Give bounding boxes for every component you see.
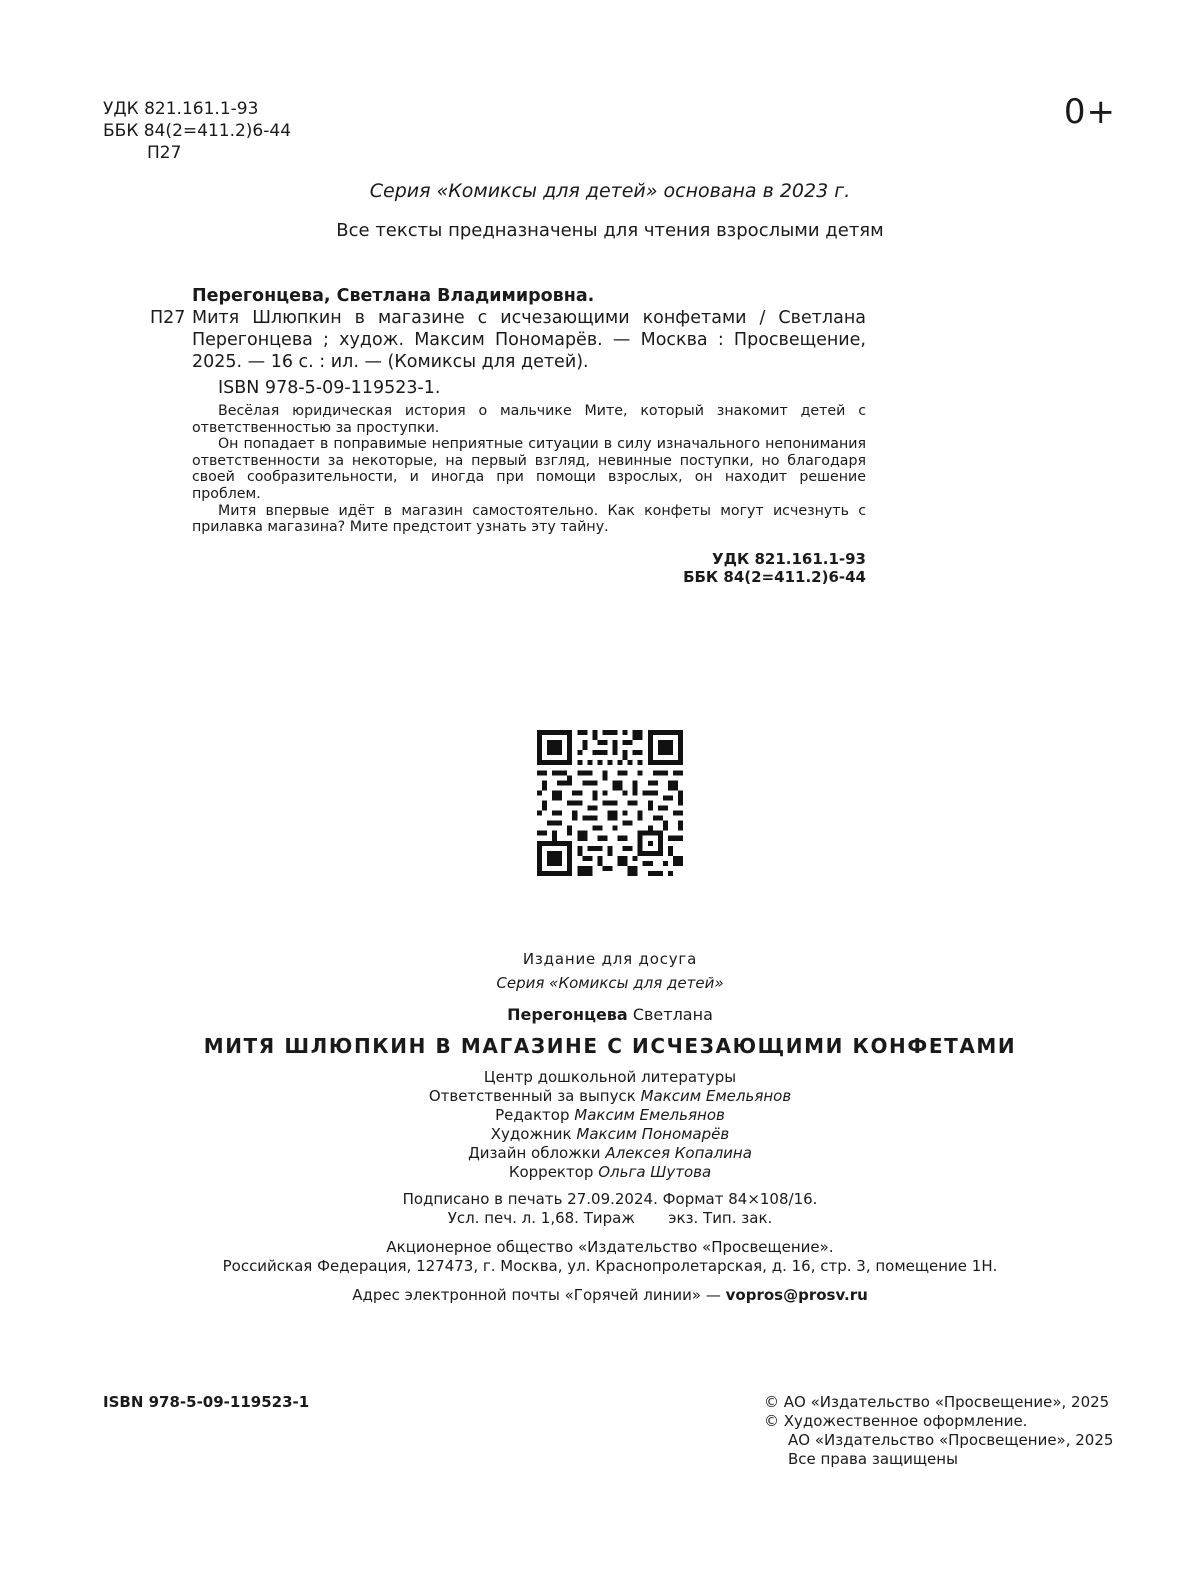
age-rating: 0+	[1063, 92, 1116, 132]
staff-role: Дизайн обложки	[468, 1144, 601, 1162]
card-bbk: ББК 84(2=411.2)6-44	[683, 567, 866, 586]
staff-row	[0, 1125, 1200, 1144]
abstract-paragraph: Митя впервые идёт в магазин самостоятельно. Как конфеты могут исчезнуть с прилавка магазина? Мите предстоит узнать эту тайну.	[192, 502, 866, 536]
card-udk: УДК 821.161.1-93	[712, 549, 866, 568]
staff-row	[0, 1106, 1200, 1125]
print-line: Усл. печ. л. 1,68. Тираж экз. Тип. зак.	[447, 1209, 773, 1227]
footer-isbn: ISBN 978-5-09-119523-1	[103, 1393, 310, 1411]
edition-kind: Издание для досуга	[522, 950, 698, 968]
card-code: П27	[150, 308, 186, 328]
abstract-paragraph: Весёлая юридическая история о мальчике Мите, который знакомит детей с ответственностью за проступки.	[192, 403, 866, 436]
udk-code: УДК 821.161.1-93	[103, 99, 259, 119]
staff-row	[0, 1163, 1200, 1182]
print-details	[0, 1190, 1200, 1228]
staff-list	[0, 1068, 1200, 1182]
staff-name: Максим Пономарёв	[576, 1125, 730, 1143]
series-line: Серия «Комиксы для детей» основана в 2023 г.	[369, 180, 851, 202]
publisher-name: Акционерное общество «Издательство «Просвещение».	[386, 1238, 834, 1256]
staff-name: Ольга Шутова	[598, 1163, 712, 1181]
reading-note: Все тексты предназначены для чтения взрослыми детям	[336, 220, 884, 241]
catalog-card	[150, 285, 866, 586]
staff-name: Алексея Копалина	[605, 1144, 752, 1162]
qr-code-icon	[537, 730, 683, 876]
card-description-row	[150, 307, 866, 373]
copyright-line: © Художественное оформление.	[764, 1412, 1028, 1430]
copyright-line: © АО «Издательство «Просвещение», 2025	[764, 1393, 1110, 1411]
email-label: Адрес электронной почты «Горячей линии» —	[352, 1286, 726, 1304]
abstract-paragraph: Он попадает в поправимые неприятные ситуации в силу изначального непонимания ответственности за некоторые, на первый взгляд, невинные поступки, но благодаря своей сообразительности, и иногда при помощи взрослых, он находит решение проблем.	[192, 436, 866, 502]
hotline-email	[0, 1286, 1200, 1304]
book-title: МИТЯ ШЛЮПКИН В МАГАЗИНЕ С ИСЧЕЗАЮЩИМИ КОНФЕТАМИ	[203, 1034, 1017, 1058]
author-name: Светлана	[632, 1005, 713, 1024]
card-description: Митя Шлюпкин в магазине с исчезающими конфетами / Светлана Перегонцева ; худож. Максим Пономарёв. — Москва : Просвещение, 2025. — 16 с. : ил. — (Комиксы для детей).	[192, 308, 866, 372]
colophon-series: Серия «Комиксы для детей»	[496, 974, 724, 992]
card-index	[150, 550, 866, 586]
classification-codes	[103, 98, 291, 164]
staff-name: Максим Емельянов	[640, 1087, 792, 1105]
publishing-center: Центр дошкольной литературы	[483, 1068, 737, 1086]
staff-role: Редактор	[495, 1106, 570, 1124]
copyright-line: Все права защищены	[788, 1450, 958, 1468]
card-isbn: ISBN 978-5-09-119523-1.	[218, 378, 441, 398]
print-line: Подписано в печать 27.09.2024. Формат 84×108/16.	[402, 1190, 818, 1208]
staff-role: Художник	[490, 1125, 572, 1143]
bbk-code: ББК 84(2=411.2)6-44	[103, 121, 292, 141]
staff-row	[0, 1087, 1200, 1106]
colophon-author	[0, 1005, 1200, 1024]
email-address: vopros@prosv.ru	[725, 1286, 868, 1304]
author-surname: Перегонцева	[507, 1005, 628, 1024]
publisher-address: Российская Федерация, 127473, г. Москва, ул. Краснопролетарская, д. 16, стр. 3, помещение 1Н.	[222, 1257, 998, 1275]
staff-role: Ответственный за выпуск	[428, 1087, 636, 1105]
card-author: Перегонцева, Светлана Владимировна.	[192, 286, 595, 306]
copyright-line: АО «Издательство «Просвещение», 2025	[788, 1431, 1114, 1449]
author-mark: П27	[147, 143, 182, 163]
card-abstract	[150, 403, 866, 536]
publisher-details	[0, 1238, 1200, 1276]
staff-name: Максим Емельянов	[574, 1106, 725, 1124]
copyright-block	[764, 1393, 1113, 1469]
staff-role: Корректор	[508, 1163, 594, 1181]
staff-row	[0, 1144, 1200, 1163]
